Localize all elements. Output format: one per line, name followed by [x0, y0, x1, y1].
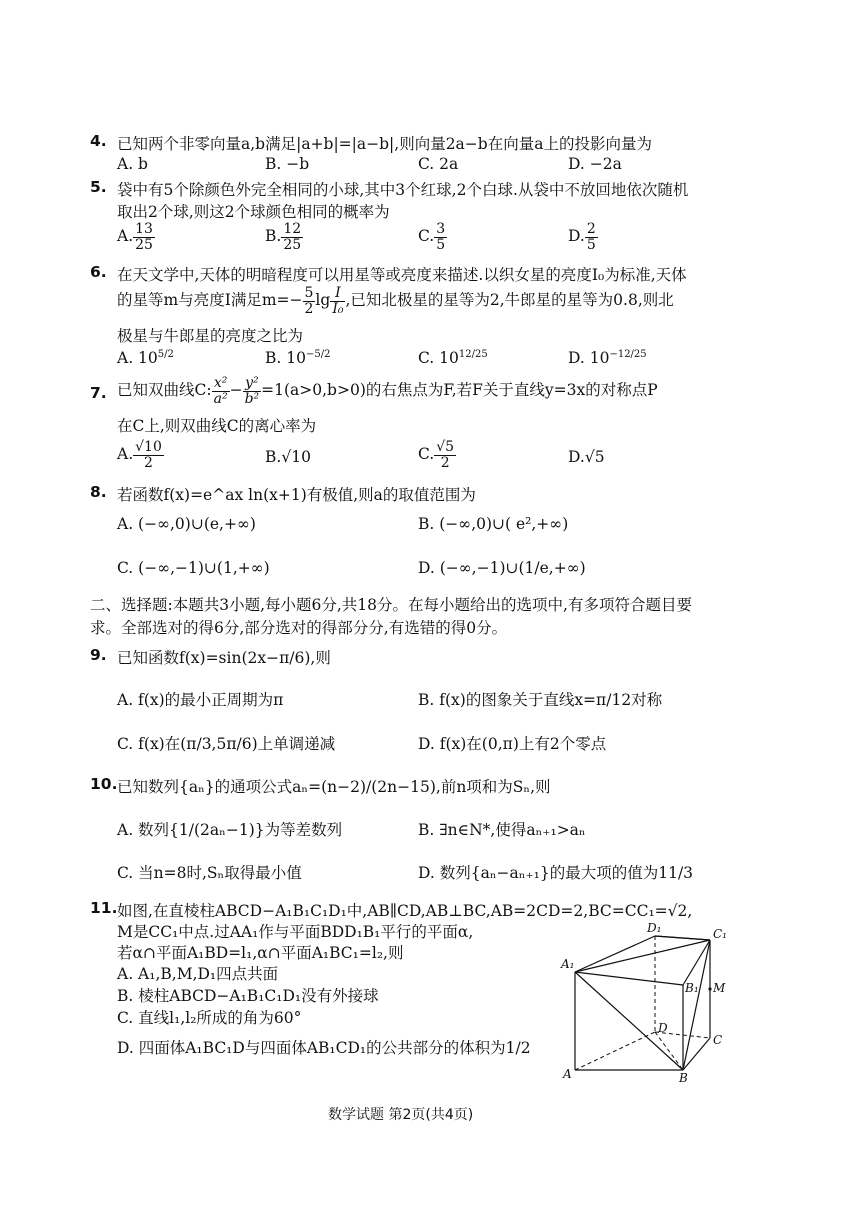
q7-number: 7. — [90, 384, 107, 402]
label-a1: A₁ — [561, 957, 575, 971]
q11-number: 11. — [90, 899, 118, 917]
q7-option-c: C. $\frac{√5}{2}$ — [418, 439, 455, 471]
q10-option-a: A. 数列{1/(2aₙ−1)}为等差数列 — [117, 821, 343, 839]
q6-option-a: A. $10^{5/2}$ — [117, 349, 174, 368]
q10-number: 10. — [90, 775, 118, 793]
q7-stem-line1: 已知双曲线C: $\frac{\text{x²}}{\text{a²}}$ − $\frac{\text{y²}}{\text{b²}}$ =1(a>0,b>0)的右焦点为F,若F关于直线y=3x的对称点P — [117, 375, 658, 407]
label-b1: B₁ — [685, 981, 699, 995]
q9-stem: 已知函数f(x)=sin(2x−π/6),则 — [117, 649, 331, 667]
q5-stem-line2: 取出2个球,则这2个球颜色相同的概率为 — [117, 203, 390, 221]
q6-option-d: D. $10^{-12/25}$ — [568, 349, 647, 368]
q5-option-d: D. $\frac{2}{5}$ — [568, 221, 596, 253]
point-m-marker — [708, 987, 711, 990]
section2-line2: 求。全部选对的得6分,部分选对的得部分分,有选错的得0分。 — [90, 619, 508, 637]
q8-option-b: B. (−∞,0)∪( e²,+∞) — [418, 515, 569, 533]
q6-stem-line1: 在天文学中,天体的明暗程度可以用星等或亮度来描述.以织女星的亮度I₀为标准,天体 — [117, 266, 687, 284]
prism-figure — [555, 920, 755, 1085]
q6-option-b: B. $10^{-5/2}$ — [265, 349, 331, 368]
label-c1: C₁ — [713, 927, 727, 941]
q9-option-a: A. f(x)的最小正周期为π — [117, 691, 284, 709]
q11-stem-line1: 如图,在直棱柱ABCD−A₁B₁C₁D₁中,AB∥CD,AB⊥BC,AB=2CD=2,BC=CC₁=√2, — [117, 902, 693, 920]
q5-option-a: A. $\frac{13}{25}$ — [117, 221, 153, 253]
q10-option-d: D. 数列{aₙ−aₙ₊₁}的最大项的值为11/3 — [418, 864, 694, 882]
q10-option-b: B. ∃n∈N*,使得aₙ₊₁>aₙ — [418, 821, 586, 839]
q5-option-c: C. $\frac{3}{5}$ — [418, 221, 446, 253]
q11-option-d: D. 四面体A₁BC₁D与四面体AB₁CD₁的公共部分的体积为1/2 — [117, 1039, 531, 1057]
q9-option-b: B. f(x)的图象关于直线x=π/12对称 — [418, 691, 663, 709]
q10-option-c: C. 当n=8时,Sₙ取得最小值 — [117, 864, 302, 882]
label-b: B — [679, 1071, 688, 1085]
q10-stem: 已知数列{aₙ}的通项公式aₙ=(n−2)/(2n−15),前n项和为Sₙ,则 — [117, 778, 551, 796]
label-m: M — [713, 981, 726, 995]
q7-option-b: B.√10 — [265, 448, 311, 466]
q8-stem: 若函数f(x)=e^ax ln(x+1)有极值,则a的取值范围为 — [117, 486, 476, 504]
q8-option-a: A. (−∞,0)∪(e,+∞) — [117, 515, 256, 533]
label-d1: D₁ — [647, 921, 662, 935]
q6-option-c: C. $10^{12/25}$ — [418, 349, 488, 368]
q4-option-b: B. −b — [265, 155, 310, 173]
q9-option-c: C. f(x)在(π/3,5π/6)上单调递减 — [117, 735, 336, 753]
label-c: C — [713, 1033, 723, 1047]
q9-option-d: D. f(x)在(0,π)上有2个零点 — [418, 735, 607, 753]
q11-stem-line2: M是CC₁中点.过AA₁作与平面BDD₁B₁平行的平面α, — [117, 923, 474, 941]
q7-stem-line2: 在C上,则双曲线C的离心率为 — [117, 417, 317, 435]
label-a: A — [563, 1067, 572, 1081]
label-d: D — [658, 1021, 668, 1035]
q8-option-d: D. (−∞,−1)∪(1/e,+∞) — [418, 559, 586, 577]
q4-stem: 已知两个非零向量a,b满足|a+b|=|a−b|,则向量2a−b在向量a上的投影向量为 — [117, 135, 652, 153]
page-footer: 数学试题 第2页(共4页) — [328, 1107, 474, 1123]
q4-option-c: C. 2a — [418, 155, 459, 173]
q8-option-c: C. (−∞,−1)∪(1,+∞) — [117, 559, 270, 577]
section2-line1: 二、选择题:本题共3小题,每小题6分,共18分。在每小题给出的选项中,有多项符合题目要 — [90, 596, 692, 614]
q11-option-c: C. 直线l₁,l₂所成的角为60° — [117, 1009, 302, 1027]
q5-stem-line1: 袋中有5个除颜色外完全相同的小球,其中3个红球,2个白球.从袋中不放回地依次随机 — [117, 181, 689, 199]
q6-stem-line2: 的星等m与亮度I满足m=− $\frac{5}{2}$ lg $\frac{I}{\text{I₀}}$ ,已知北极星的星等为2,牛郎星的星等为0.8,则北 — [117, 285, 674, 317]
q6-number: 6. — [90, 263, 107, 281]
q4-option-d: D. −2a — [568, 155, 622, 173]
q7-option-a: A. $\frac{√10}{2}$ — [117, 439, 162, 471]
q4-option-a: A. b — [117, 155, 148, 173]
q11-option-a: A. A₁,B,M,D₁四点共面 — [117, 965, 279, 983]
q11-option-b: B. 棱柱ABCD−A₁B₁C₁D₁没有外接球 — [117, 987, 379, 1005]
q7-option-d: D.√5 — [568, 448, 605, 466]
q8-number: 8. — [90, 483, 107, 501]
q6-stem-line3: 极星与牛郎星的亮度之比为 — [117, 327, 304, 345]
q9-number: 9. — [90, 646, 107, 664]
q4-number: 4. — [90, 132, 107, 150]
q5-option-b: B. $\frac{12}{25}$ — [265, 221, 302, 253]
q11-stem-line3: 若α∩平面A₁BD=l₁,α∩平面A₁BC₁=l₂,则 — [117, 944, 404, 962]
q5-number: 5. — [90, 178, 107, 196]
